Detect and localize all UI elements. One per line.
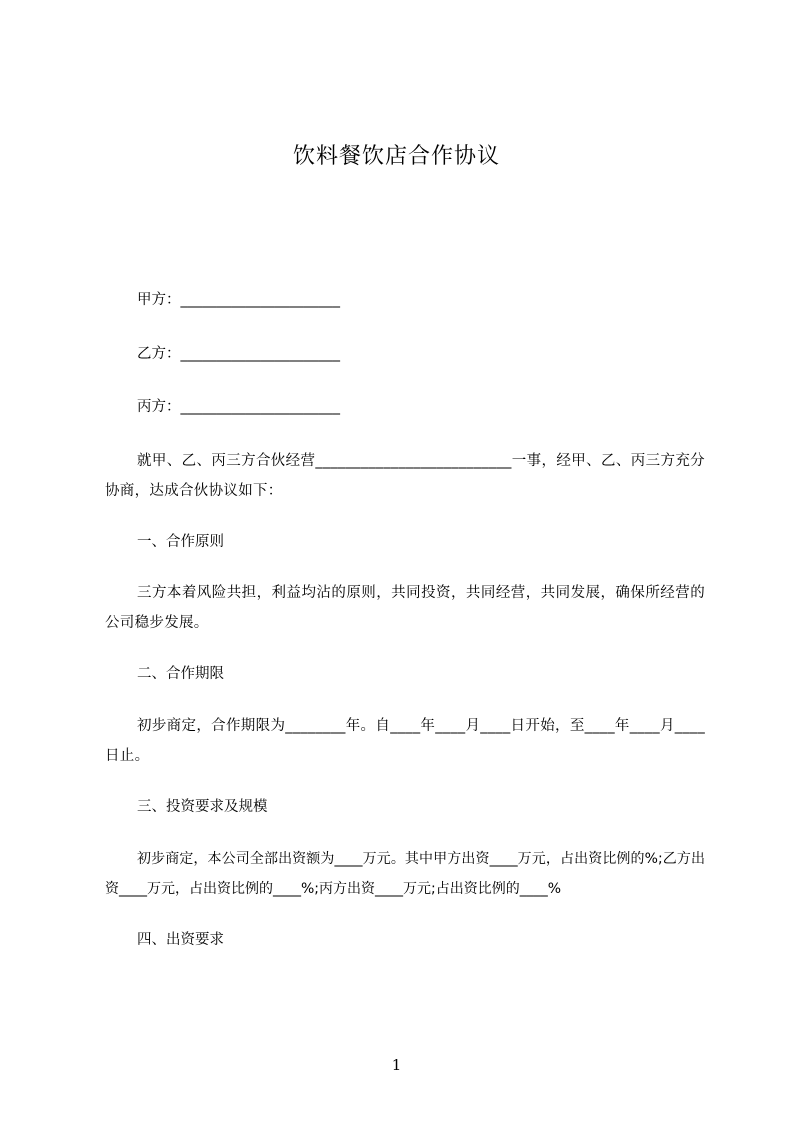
section-1-body: 三方本着风险共担，利益均沾的原则，共同投资，共同经营，共同发展，确保所经营的公司稳步发展。 — [105, 585, 705, 631]
section-2-body: 初步商定，合作期限为________年。自____年____月____日开始，至____年____月____日止。 — [105, 718, 705, 764]
section-3-heading: 三、投资要求及规模 — [137, 799, 268, 815]
section-1-heading: 一、合作原则 — [137, 534, 224, 550]
document-title: 饮料餐饮店合作协议 — [292, 144, 500, 169]
party-a-line: 甲方：______________________ — [137, 292, 340, 308]
party-c-line: 丙方：______________________ — [137, 399, 340, 415]
section-2-heading: 二、合作期限 — [137, 666, 224, 682]
section-4-heading: 四、出资要求 — [137, 932, 224, 948]
intro-paragraph: 就甲、乙、丙三方合伙经营__________________________一事，经甲、乙、丙三方充分协商，达成合伙协议如下： — [105, 453, 705, 499]
page-number: 1 — [391, 1056, 402, 1074]
party-b-line: 乙方：______________________ — [137, 346, 340, 362]
section-3-body: 初步商定，本公司全部出资额为____万元。其中甲方出资____万元，占出资比例的%;乙方出资____万元，占出资比例的____%;丙方出资____万元;占出资比例的____% — [105, 851, 705, 897]
